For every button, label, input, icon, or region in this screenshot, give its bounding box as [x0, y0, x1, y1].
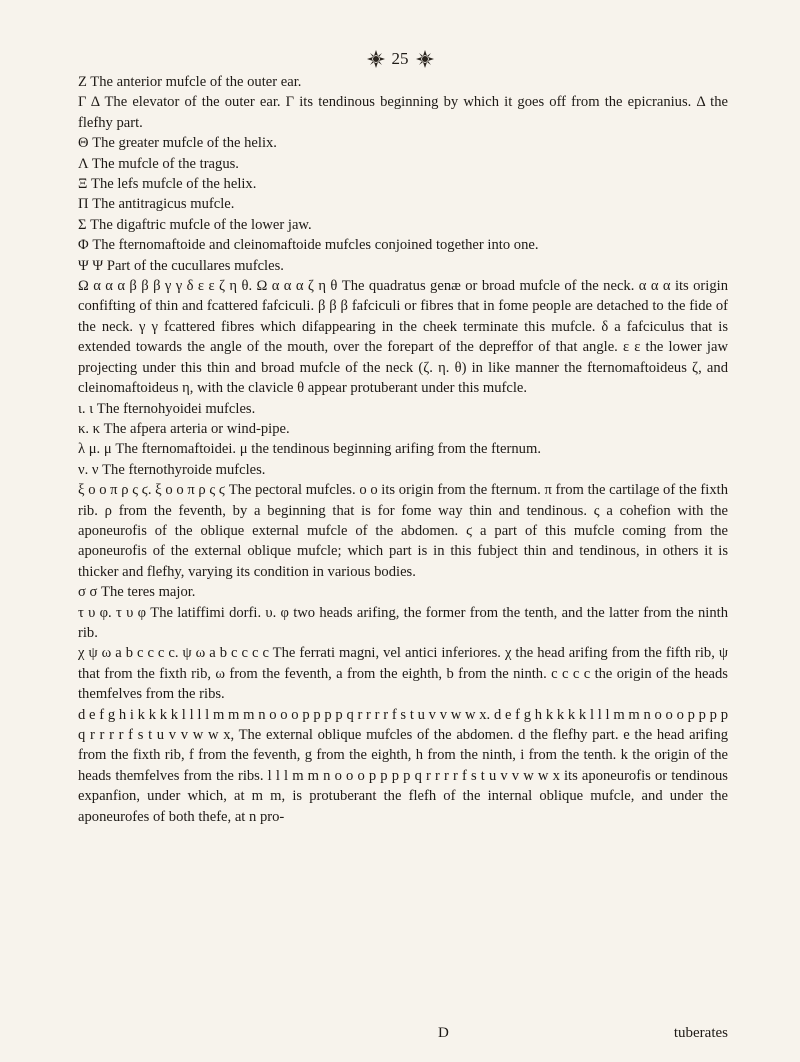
entry-teres: σ σ The teres major.	[78, 584, 196, 601]
entry-pectoral: ξ ο ο π ρ ς ϛ. ξ ο ο π ρ ς ϛ The pectoral mufcles. ο ο its origin from the fternum. π from the cartilage of the fixth rib. ρ from the feventh, by a beginning that is for fome way thin and tendinous. ς a cohefion with the aponeurofis of the oblique external mufcle of the abdomen. ϛ a part of this mufcle coming from the aponeurofis of the external oblique mufcle; which part is in this fubject thin and tendinous, in others it is thicker and flefhy, varying its condition in various bodies.	[78, 482, 728, 580]
entry-psi: Ψ Ψ Part of the cucullares mufcles.	[78, 257, 284, 274]
entry-external-oblique: d e f g h i k k k k l l l l m m m n o o o p p p p q r r r r f s t u v v w w x. d e f g h k k k k l l l m m n o o o p p p p q r r r r f s t u v v w w x, The external oblique mufcles of the abdomen. d the flefhy part. e the head arifing from the fixth rib, f from the feventh, g from the eighth, h from the ninth, i from the tenth. k the origin of the heads themfelves from the ribs. l l l m m n o o o p p p p q r r r r f s t u v v w w x its aponeurofis or tendinous expanfion, under which, at m m, is protuberant the flefh of the internal oblique mufcle, and under the aponeurofes of both thefe, at n pro-	[78, 706, 728, 825]
entry-iota: ι. ι The fternohyoidei mufcles.	[78, 400, 256, 417]
entry-xi: Ξ The lefs mufcle of the helix.	[78, 176, 257, 193]
catchword: tuberates	[673, 1025, 728, 1041]
entry-kappa: κ. κ The afpera arteria or wind-pipe.	[78, 420, 290, 437]
signature-mark: D	[438, 1025, 449, 1041]
entry-latissimi: τ υ φ. τ υ φ The latiffimi dorfi. υ. φ two heads arifing, the former from the tenth, and the latter from the ninth rib.	[78, 604, 728, 641]
entry-z: Z The anterior mufcle of the outer ear.	[78, 74, 302, 90]
entry-theta: Θ The greater mufcle of the helix.	[78, 135, 277, 152]
page-footer	[78, 1025, 728, 1047]
page-number: 25	[391, 49, 409, 68]
entry-serrati: χ ψ ω a b c c c c. ψ ω a b c c c c The ferrati magni, vel antici inferiores. χ the head arifing from the fifth rib, ψ that from the fixth rib, ω from the feventh, a from the eighth, b from the ninth. c c c c the origin of the heads themfelves from the ribs.	[78, 645, 728, 703]
figure-key-entries	[78, 72, 728, 827]
entry-gamma-delta: Γ Δ The elevator of the outer ear. Γ its tendinous beginning by which it goes off from the epicranius. Δ the flefhy part.	[78, 94, 728, 131]
entry-lambda: Λ The mufcle of the tragus.	[78, 155, 239, 172]
entry-phi: Φ The fternomaftoide and cleinomaftoide mufcles conjoined together into one.	[78, 237, 539, 254]
fleuron-right-icon	[415, 49, 435, 69]
entry-lambda-mu: λ μ. μ The fternomaftoidei. μ the tendinous beginning arifing from the fternum.	[78, 441, 541, 458]
page-header	[0, 44, 800, 74]
entry-pi: Π The antitragicus mufcle.	[78, 196, 235, 213]
entry-nu: ν. ν The fternothyroide mufcles.	[78, 461, 266, 478]
fleuron-left-icon	[366, 49, 386, 69]
entry-sigma: Σ The digaftric mufcle of the lower jaw.	[78, 216, 312, 233]
entry-omega-quadratus: Ω α α α β β β γ γ δ ε ε ζ η θ. Ω α α α ζ η θ The quadratus genæ or broad mufcle of the neck. α α α its origin confifting of thin and fcattered fafciculi. β β β fafciculi or fibres that in fome people are detached to the fide of the neck. γ γ fcattered fibres which difappearing in the cheek terminate this mufcle. δ a fafciculus that is extended towards the angle of the mouth, over the forepart of the depreffor of that angle. ε ε the lower jaw projecting under this thin and broad mufcle of the neck (ζ. η. θ) in like manner the fternomaftoideus ζ, and cleinomaftoideus η, with the clavicle θ appear protuberant under this mufcle.	[78, 278, 728, 397]
